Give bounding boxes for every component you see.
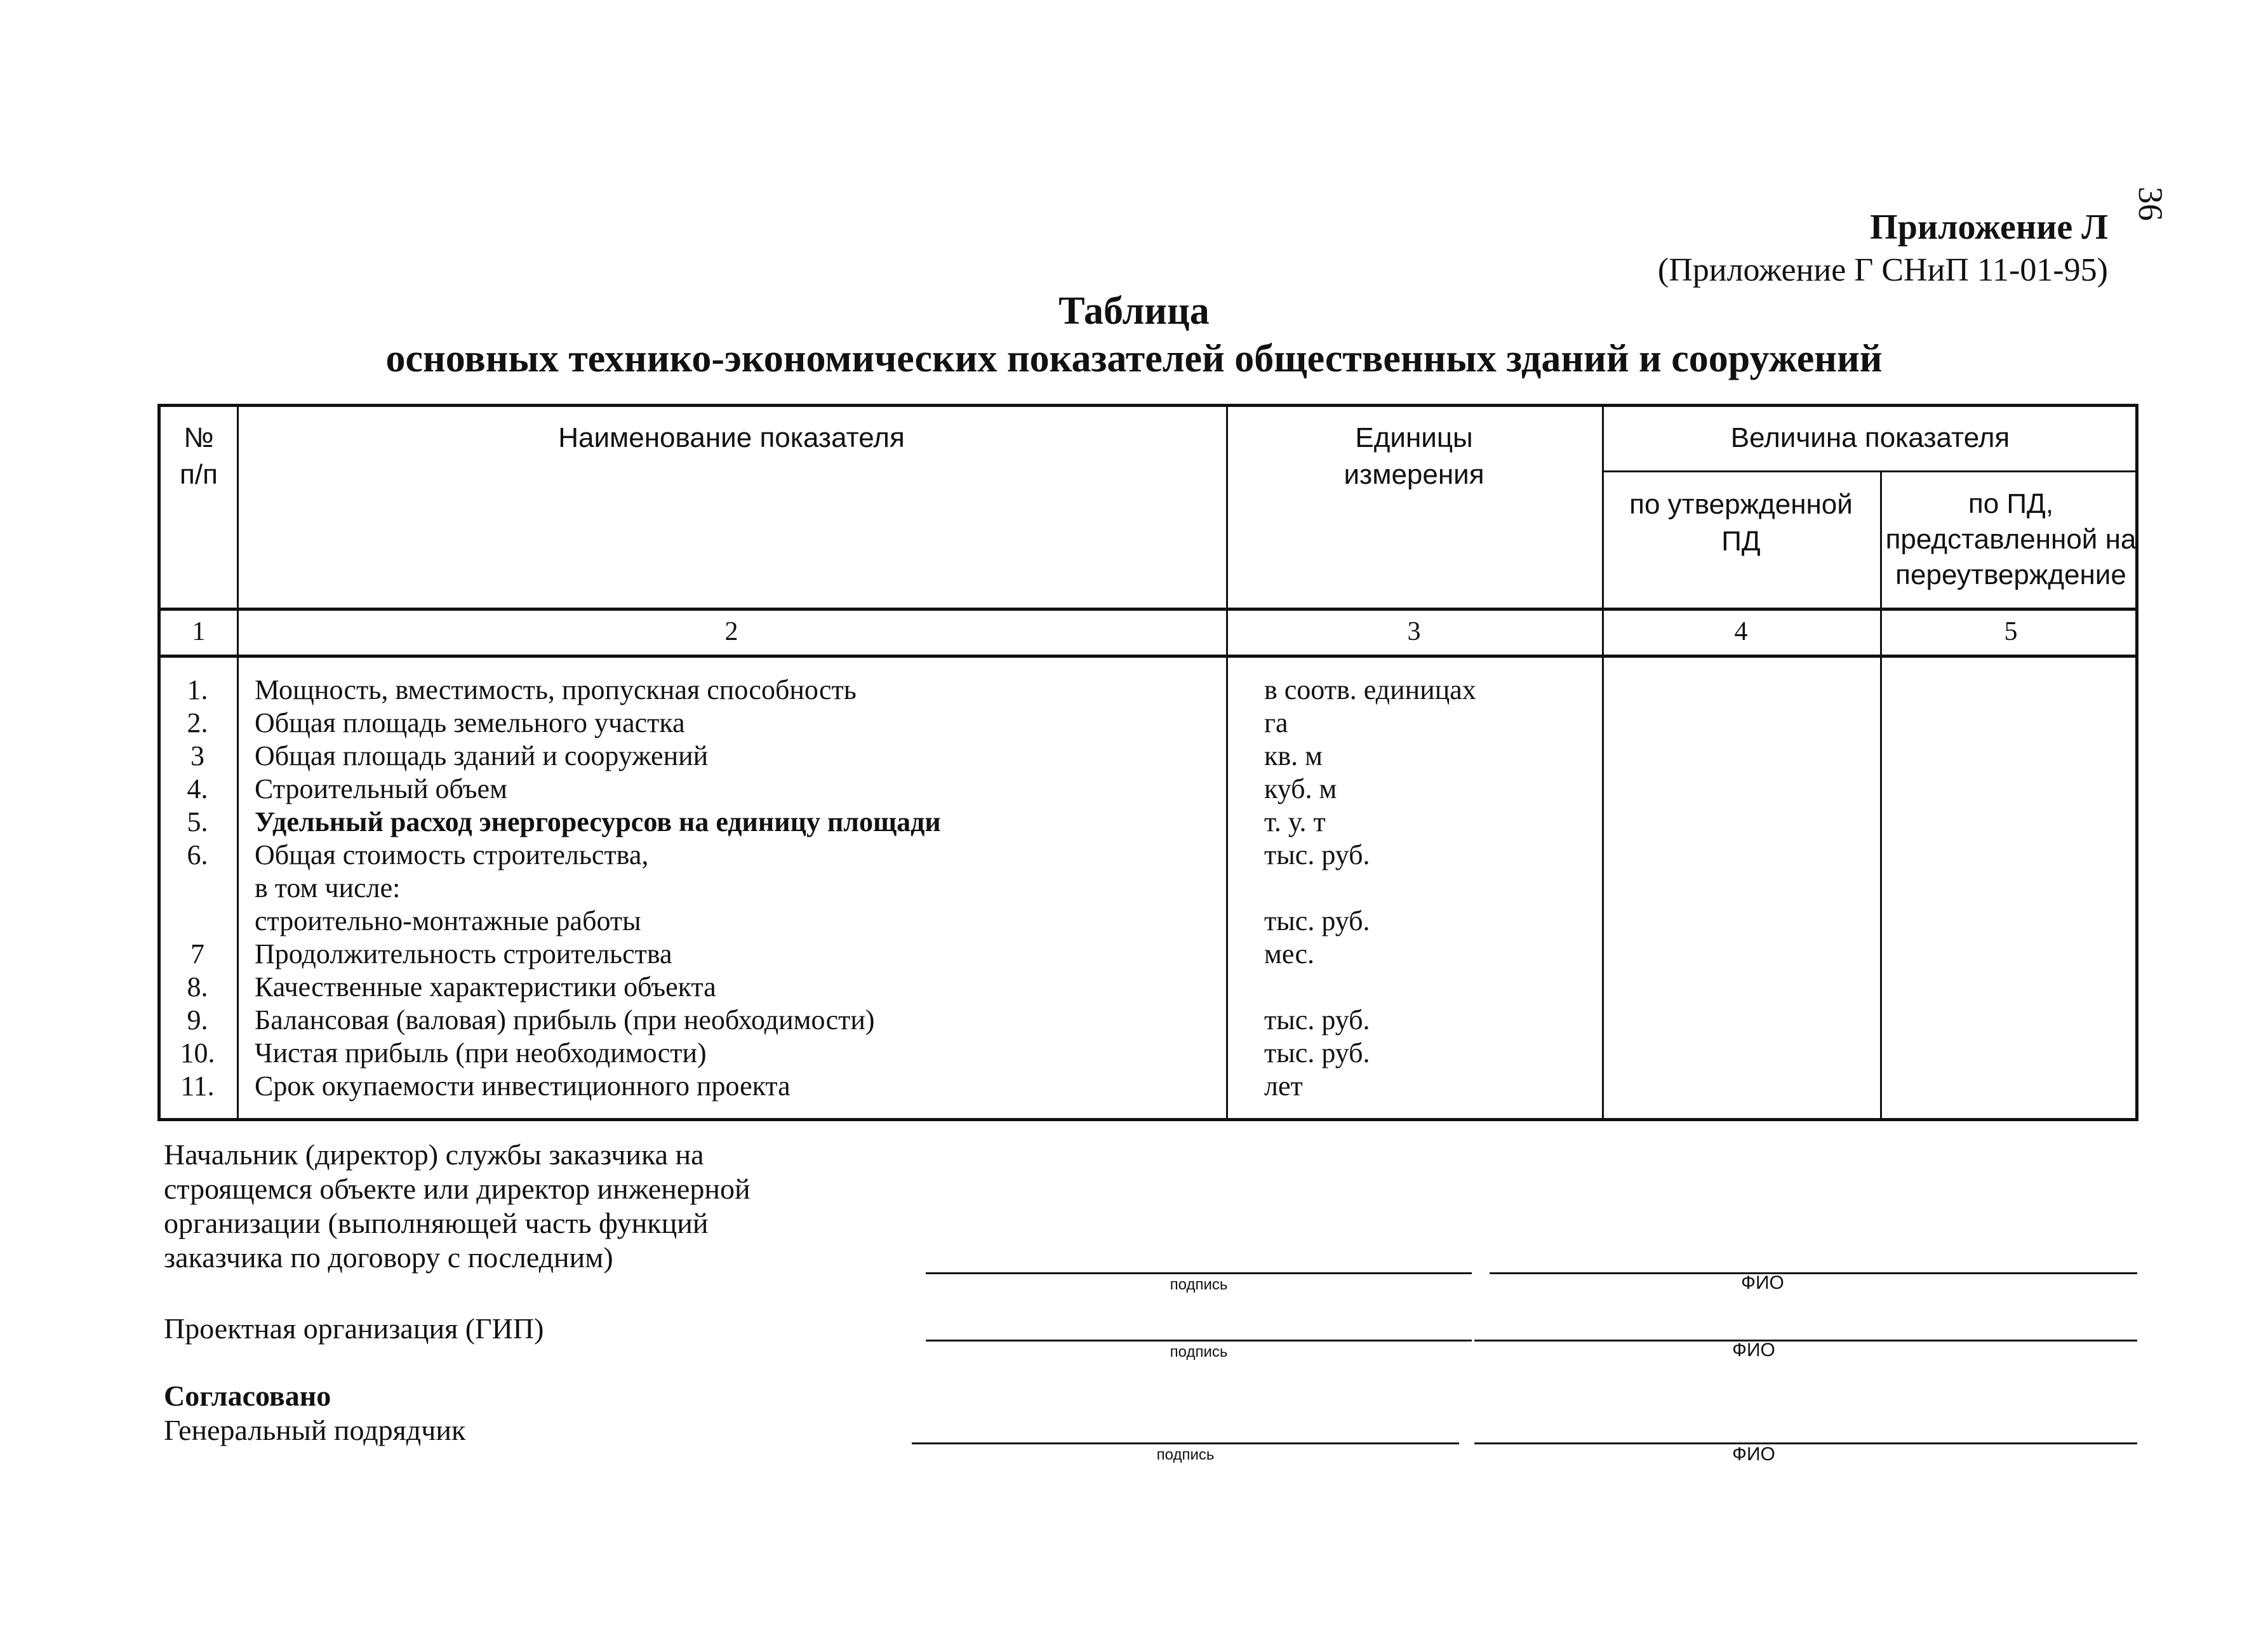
customer-label-line1: Начальник (директор) службы заказчика на <box>164 1138 704 1171</box>
table-row <box>161 1037 2135 1070</box>
header-divider <box>1602 470 2135 472</box>
header-approved-line2: ПД <box>1721 526 1761 557</box>
customer-signature-caption: подпись <box>1170 1276 1228 1293</box>
table-row <box>161 806 2135 839</box>
row-number: 9. <box>187 1004 208 1035</box>
header-value: Величина показателя <box>1730 422 2010 453</box>
header-approved-line1: по утвержденной <box>1629 489 1853 520</box>
contractor-name-caption: ФИО <box>1732 1444 1775 1465</box>
header-reapproval-line3: переутверждение <box>1895 559 2126 590</box>
row-unit: тыс. руб. <box>1264 1037 1370 1068</box>
row-name: Удельный расход энергоресурсов на единицу площади <box>255 806 941 837</box>
row-name: Чистая прибыль (при необходимости) <box>255 1037 707 1068</box>
design-org-label: Проектная организация (ГИП) <box>164 1312 544 1345</box>
header-reapproval-line1: по ПД, <box>1968 488 2054 519</box>
table-row <box>161 905 2135 938</box>
row-number: 4. <box>187 773 208 804</box>
table-row <box>161 707 2135 740</box>
customer-label <box>164 1138 750 1275</box>
customer-label-line4: заказчика по договору с последним) <box>164 1241 613 1274</box>
table-row <box>161 938 2135 971</box>
row-unit: лет <box>1264 1070 1303 1102</box>
row-number: 7 <box>190 938 204 969</box>
header-number-line1: № <box>183 422 214 453</box>
appendix-reference: (Приложение Г СНиП 11-01-95) <box>1657 252 2108 288</box>
row-name: Балансовая (валовая) прибыль (при необходимости) <box>255 1004 875 1035</box>
header-units <box>1226 420 1602 493</box>
table-subtitle: основных технико-экономических показателей общественных зданий и сооружений <box>385 337 1883 380</box>
column-number: 3 <box>1407 617 1421 646</box>
row-unit: га <box>1264 707 1288 738</box>
row-number: 1. <box>187 674 208 705</box>
design-org-name-caption: ФИО <box>1732 1340 1775 1361</box>
table-row <box>161 971 2135 1004</box>
row-number: 5. <box>187 806 208 837</box>
row-unit: тыс. руб. <box>1264 839 1370 870</box>
row-name: Строительный объем <box>255 773 507 804</box>
header-units-line2: измерения <box>1344 459 1484 490</box>
customer-label-line3: организации (выполняющей часть функций <box>164 1207 709 1239</box>
row-unit: т. у. т <box>1264 806 1326 837</box>
page-number: 36 <box>2131 187 2170 221</box>
header-approved <box>1602 486 1880 560</box>
indicators-table <box>157 404 2138 1121</box>
general-contractor-label: Генеральный подрядчик <box>164 1414 466 1446</box>
row-name: Мощность, вместимость, пропускная способность <box>255 674 857 705</box>
table-row <box>161 1070 2135 1103</box>
row-name: строительно-монтажные работы <box>255 905 641 936</box>
header-name: Наименование показателя <box>558 422 905 453</box>
row-number: 10. <box>180 1037 215 1068</box>
row-name: Общая площадь зданий и сооружений <box>255 740 709 771</box>
column-number: 5 <box>2004 617 2018 646</box>
table-row <box>161 740 2135 773</box>
row-number: 6. <box>187 839 208 870</box>
agreed-heading: Согласовано <box>164 1380 331 1412</box>
row-name: Продолжительность строительства <box>255 938 672 969</box>
table-row <box>161 1004 2135 1037</box>
table-row <box>161 674 2135 707</box>
header-divider <box>161 608 2135 611</box>
customer-name-caption: ФИО <box>1741 1272 1784 1293</box>
table-title: Таблица <box>1058 290 1210 333</box>
row-name: в том числе: <box>255 872 401 903</box>
row-number: 2. <box>187 707 208 738</box>
row-unit: тыс. руб. <box>1264 905 1370 936</box>
row-number: 11. <box>180 1070 215 1102</box>
row-name: Качественные характеристики объекта <box>255 971 716 1002</box>
design-org-signature-caption: подпись <box>1170 1343 1228 1361</box>
row-name: Срок окупаемости инвестиционного проекта <box>255 1070 790 1102</box>
header-reapproval-line2: представленной на <box>1885 524 2137 555</box>
row-name: Общая площадь земельного участка <box>255 707 685 738</box>
column-number: 4 <box>1734 617 1748 646</box>
customer-signature-line[interactable] <box>926 1272 1472 1274</box>
header-reapproval <box>1880 486 2142 593</box>
row-number: 8. <box>187 971 208 1002</box>
table-row <box>161 773 2135 806</box>
row-unit: мес. <box>1264 938 1314 969</box>
header-number-line2: п/п <box>180 459 218 490</box>
header-units-line1: Единицы <box>1355 422 1473 453</box>
customer-label-line2: строящемся объекте или директор инженерной <box>164 1173 750 1205</box>
row-unit: кв. м <box>1264 740 1323 771</box>
row-number: 3 <box>190 740 204 771</box>
column-number: 1 <box>192 617 206 646</box>
column-number: 2 <box>724 617 738 646</box>
table-row <box>161 872 2135 905</box>
header-divider <box>161 655 2135 658</box>
row-unit: куб. м <box>1264 773 1337 804</box>
contractor-signature-caption: подпись <box>1156 1446 1215 1463</box>
appendix-title: Приложение Л <box>1870 208 2108 247</box>
row-name: Общая стоимость строительства, <box>255 839 649 870</box>
header-number <box>161 420 237 493</box>
contractor-signature-line[interactable] <box>912 1442 1459 1444</box>
table-row <box>161 839 2135 872</box>
row-unit: тыс. руб. <box>1264 1004 1370 1035</box>
design-org-signature-line[interactable] <box>926 1340 1472 1341</box>
row-unit: в соотв. единицах <box>1264 674 1476 705</box>
